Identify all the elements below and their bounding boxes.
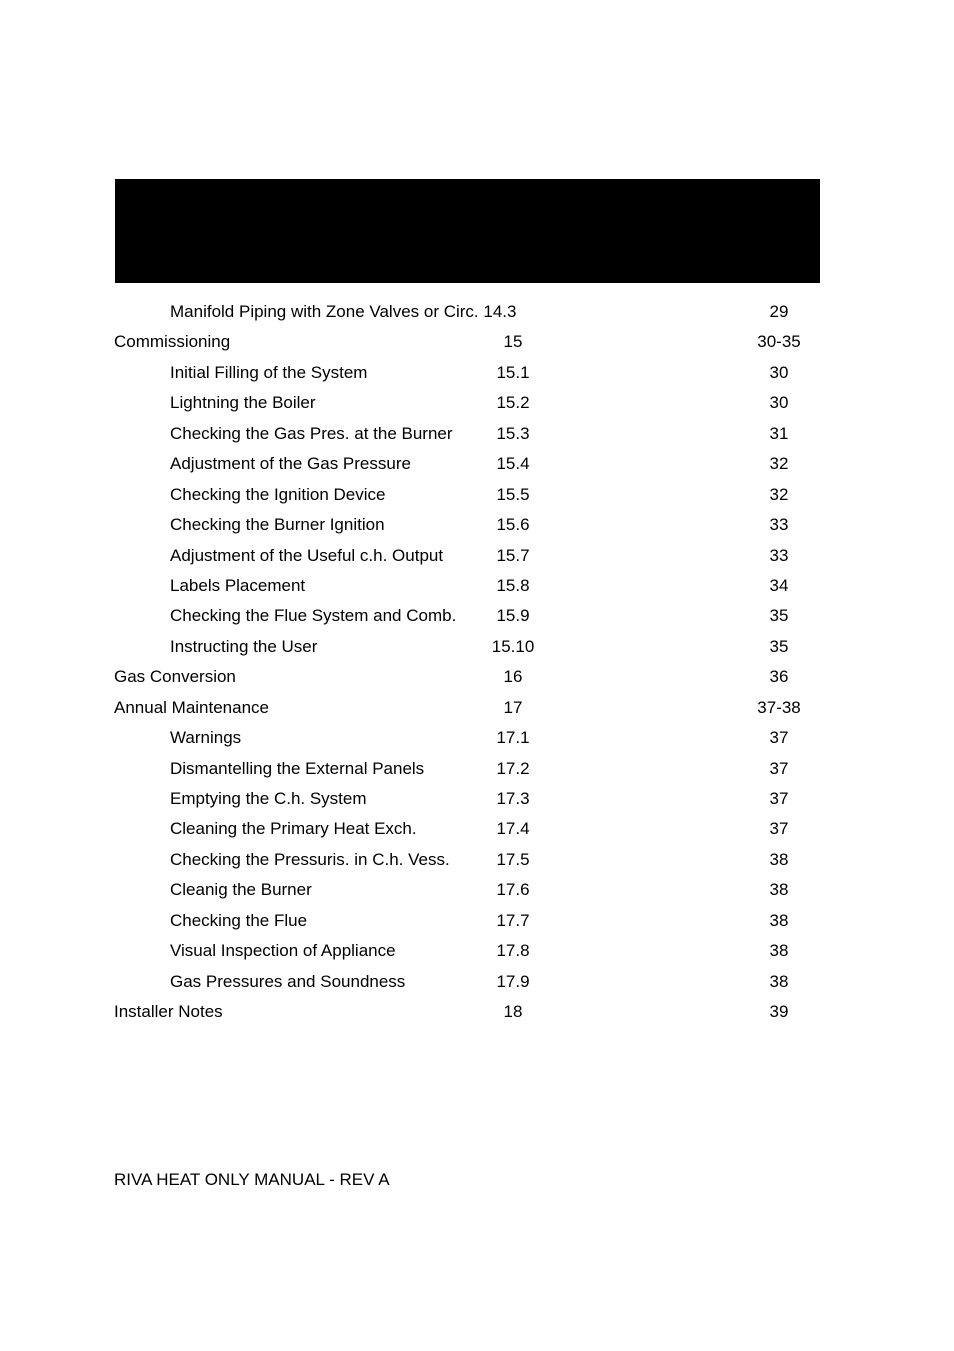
toc-entry-title: Cleaning the Primary Heat Exch.: [170, 819, 417, 839]
toc-section-number-text: 17: [503, 697, 523, 717]
toc-page-number-text: 37: [769, 789, 789, 808]
toc-page-number-text: 37: [769, 819, 789, 839]
toc-entry-title: Checking the Burner Ignition: [170, 515, 385, 535]
toc-section-number-text: 15.8: [496, 575, 530, 595]
toc-row: [0, 601, 954, 631]
toc-entry-title: Instructing the User: [170, 636, 318, 656]
toc-entry-title: Emptying the C.h. System: [170, 789, 367, 808]
toc-page-number-text: 38: [769, 880, 789, 900]
toc-row: [0, 632, 954, 662]
table-of-contents: [0, 297, 954, 1028]
toc-section-number-text: 17.9: [496, 971, 530, 991]
toc-section-number-text: 15.5: [496, 484, 530, 504]
toc-page-number-text: 36: [769, 667, 789, 687]
toc-row: [0, 541, 954, 571]
toc-page-number-text: 31: [769, 423, 789, 443]
toc-section-number-text: 17.8: [496, 941, 530, 961]
toc-page-number-text: 30: [769, 362, 789, 382]
toc-section-number-text: 15.6: [496, 515, 530, 535]
toc-entry-title: Warnings: [170, 728, 242, 748]
toc-section-number-text: 17.6: [496, 880, 530, 900]
toc-row: [0, 388, 954, 418]
toc-row: [0, 449, 954, 479]
toc-page-number-text: 37-38: [757, 697, 801, 717]
toc-section-number-text: 17.3: [496, 789, 530, 808]
toc-row: [0, 997, 954, 1027]
toc-section-number-text: 15.2: [496, 393, 530, 413]
toc-entry-title: Labels Placement: [170, 575, 306, 595]
toc-row: [0, 845, 954, 875]
toc-entry-title: Initial Filling of the System: [170, 362, 368, 382]
toc-row: [0, 967, 954, 997]
toc-entry-title: Commissioning: [114, 332, 231, 352]
toc-row: [0, 297, 954, 327]
toc-row: [0, 754, 954, 784]
toc-page-number-text: 35: [769, 606, 789, 626]
toc-entry-title: Checking the Gas Pres. at the Burner: [170, 423, 453, 443]
toc-entry-title: Manifold Piping with Zone Valves or Circ. 14.3: [170, 302, 517, 321]
toc-section-number-text: 17.4: [496, 819, 530, 839]
toc-section-number-text: 17.1: [496, 728, 530, 748]
toc-entry-title: Checking the Ignition Device: [170, 484, 386, 504]
toc-entry-title: Gas Conversion: [114, 667, 236, 687]
toc-section-number-text: 17.7: [496, 910, 530, 930]
toc-page-number-text: 32: [769, 484, 789, 504]
toc-entry-title: Annual Maintenance: [114, 697, 270, 717]
toc-page-number-text: 39: [769, 1002, 789, 1022]
toc-page-number-text: 37: [769, 758, 789, 778]
toc-row: [0, 662, 954, 692]
toc-section-number-text: 16: [503, 667, 523, 687]
toc-section-number-text: 15.7: [496, 545, 530, 565]
toc-page-number-text: 30-35: [757, 332, 801, 352]
toc-entry-title: Visual Inspection of Appliance: [170, 941, 396, 961]
toc-page-number-text: 37: [769, 728, 789, 748]
toc-page-number-text: 34: [769, 575, 789, 595]
toc-entry-title: Cleanig the Burner: [170, 880, 312, 900]
toc-entry-title: Lightning the Boiler: [170, 393, 316, 413]
header-band: [115, 179, 820, 283]
toc-section-number-text: 15.9: [496, 606, 530, 626]
toc-entry-title: Adjustment of the Useful c.h. Output: [170, 545, 444, 565]
toc-row: [0, 906, 954, 936]
toc-row: [0, 358, 954, 388]
toc-row: [0, 419, 954, 449]
toc-entry-title: Checking the Flue System and Comb.: [170, 606, 457, 626]
toc-section-number-text: 17.2: [496, 758, 530, 778]
toc-page-number-text: 35: [769, 636, 789, 656]
toc-row: [0, 327, 954, 357]
toc-page-number-text: 38: [769, 941, 789, 961]
toc-row: [0, 784, 954, 814]
toc-page-number-text: 33: [769, 545, 789, 565]
toc-page-number-text: 38: [769, 849, 789, 869]
toc-section-number-text: 15.1: [496, 362, 530, 382]
toc-page-number-text: 38: [769, 971, 789, 991]
toc-entry-title: Checking the Flue: [170, 910, 308, 930]
toc-section-number-text: 15.10: [491, 636, 535, 656]
toc-row: [0, 571, 954, 601]
toc-row: [0, 936, 954, 966]
toc-page-number-text: 32: [769, 454, 789, 474]
toc-page-number-text: 30: [769, 393, 789, 413]
toc-row: [0, 480, 954, 510]
toc-row: [0, 875, 954, 905]
toc-entry-title: Adjustment of the Gas Pressure: [170, 454, 411, 474]
toc-page-number-text: 29: [769, 302, 789, 321]
toc-section-number-text: 15.4: [496, 454, 530, 474]
toc-entry-title: Installer Notes: [114, 1002, 223, 1022]
toc-entry-title: Gas Pressures and Soundness: [170, 971, 406, 991]
toc-section-number-text: 15.3: [496, 423, 530, 443]
toc-section-number-text: 15: [503, 332, 523, 352]
toc-page-number-text: 33: [769, 515, 789, 535]
toc-entry-title: Dismantelling the External Panels: [170, 758, 425, 778]
toc-row: [0, 693, 954, 723]
toc-row: [0, 814, 954, 844]
toc-entry-title: Checking the Pressuris. in C.h. Vess.: [170, 849, 450, 869]
toc-row: [0, 723, 954, 753]
toc-page-number-text: 38: [769, 910, 789, 930]
toc-section-number-text: 17.5: [496, 849, 530, 869]
toc-row: [0, 510, 954, 540]
footer-text: RIVA HEAT ONLY MANUAL - REV A: [114, 1170, 390, 1189]
toc-section-number-text: 18: [503, 1002, 523, 1022]
